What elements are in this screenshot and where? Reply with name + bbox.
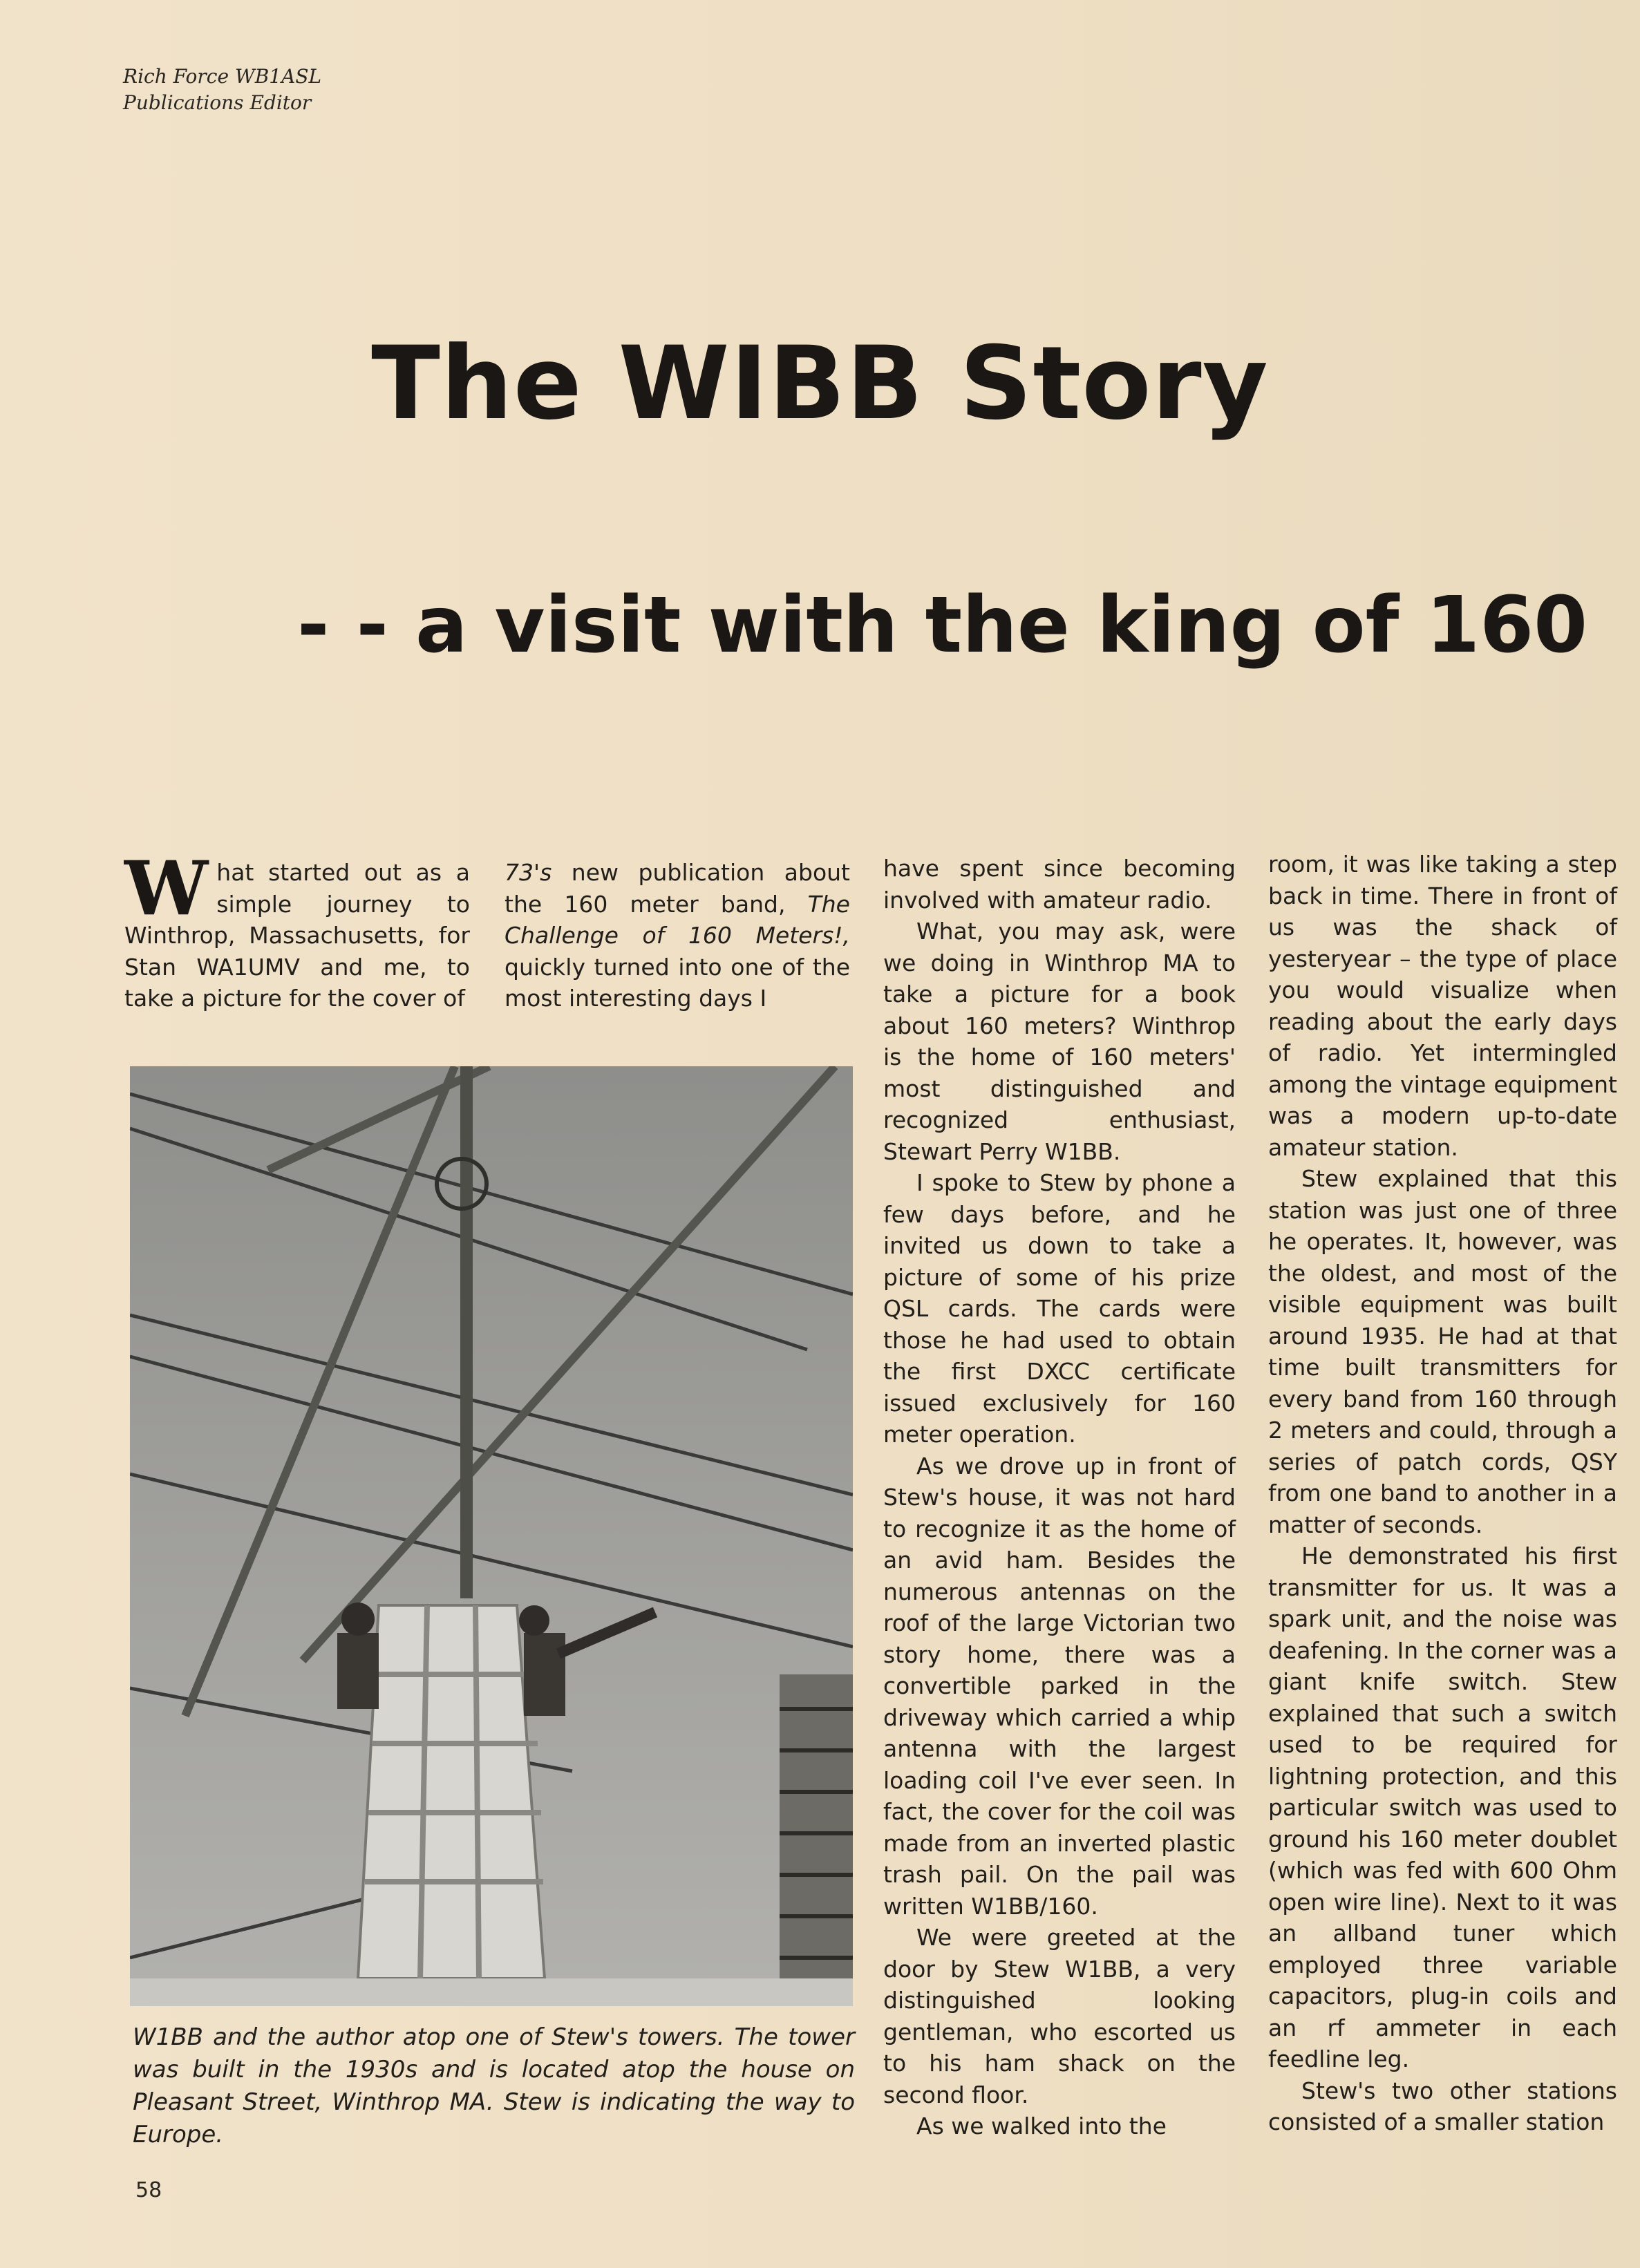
magazine-name: 73's <box>505 859 552 886</box>
paragraph: have spent since becoming involved with amateur radio. <box>883 855 1236 914</box>
byline <box>123 64 321 116</box>
paragraph: As we drove up in front of Stew's house, it was not hard to recognize it as the home of an avid ham. Besides the numerous antennas on the roof of the large Victorian two story home, there was a convertible parked in the driveway which carried a whip antenna with the largest loading coil I've ever seen. In fact, the cover for the coil was made from an inverted plastic trash pail. On the pail was written W1BB/160. <box>883 1452 1236 1920</box>
article-title: The WIBB Story <box>371 325 1269 442</box>
column-2-text-1: new publication about the 160 meter band, <box>505 859 850 918</box>
drop-cap: W <box>124 845 209 932</box>
paragraph: room, it was like taking a step back in time. There in front of us was the shack of yesteryear – the type of place you would visualize when reading about the early days of radio. Yet intermingled among the vintage equipment was a modern up-to-date amateur station. <box>1268 851 1617 1161</box>
column-2 <box>505 857 850 1014</box>
paragraph: Stew's two other stations consisted of a smaller station <box>1268 2077 1617 2135</box>
tower-photo-illustration <box>130 1066 853 2006</box>
column-1 <box>124 845 470 1014</box>
page-number: 58 <box>135 2178 162 2202</box>
column-3 <box>883 853 1236 2142</box>
paragraph: I spoke to Stew by phone a few days before, and he invited us down to take a picture of some of his prize QSL cards. The cards were those he had used to obtain the first DXCC certificate issued exclusively for 160 meter operation. <box>883 1169 1236 1448</box>
paragraph: Stew explained that this station was just one of three he operates. It, however, was the oldest, and most of the visible equipment was built around 1935. He had at that time built transmitters for every band from 160 through 2 meters and could, through a series of patch cords, QSY from one band to another in a matter of seconds. <box>1268 1165 1617 1538</box>
book-title: The Challenge of 160 Meters!, <box>505 890 850 949</box>
byline-author: Rich Force WB1ASL <box>123 65 322 88</box>
byline-role: Publications Editor <box>123 91 312 114</box>
photo-caption: W1BB and the author atop one of Stew's towers. The tower was built in the 1930s and is located atop the house on Pleasant Street, Winthrop MA. Stew is indicating the way to Europe. <box>133 2023 855 2148</box>
opening-text: hat started out as a simple journey to Winthrop, Massachusetts, for Stan WA1UMV and me, to take a picture for the cover of <box>124 859 470 1012</box>
tower-photo <box>130 1066 853 2006</box>
column-4 <box>1268 849 1617 2138</box>
paragraph: We were greeted at the door by Stew W1BB, a very distinguished looking gentleman, who escorted us to his ham shack on the second floor. <box>883 1924 1236 2108</box>
opening-paragraph <box>124 845 470 1014</box>
column-2-text-2: quickly turned into one of the most interesting days I <box>505 953 850 1012</box>
paragraph: As we walked into the <box>916 2113 1167 2139</box>
paragraph: He demonstrated his first transmitter for us. It was a spark unit, and the noise was deafening. In the corner was a giant knife switch. Stew explained that such a switch used to be required for lightning protection, and this particular switch was used to ground his 160 meter doublet (which was fed with 600 Ohm open wire line). Next to it was an allband tuner which employed three variable capacitors, plug-in coils and an rf ammeter in each feedline leg. <box>1268 1542 1617 2072</box>
article-subtitle: - - a visit with the king of 160 <box>297 580 1588 670</box>
paragraph: What, you may ask, were we doing in Winthrop MA to take a picture for a book about 160 meters? Winthrop is the home of 160 meters' most distinguished and recognized enthusiast, Stewart Perry W1BB. <box>883 918 1236 1165</box>
column-2-paragraph <box>505 857 850 1014</box>
